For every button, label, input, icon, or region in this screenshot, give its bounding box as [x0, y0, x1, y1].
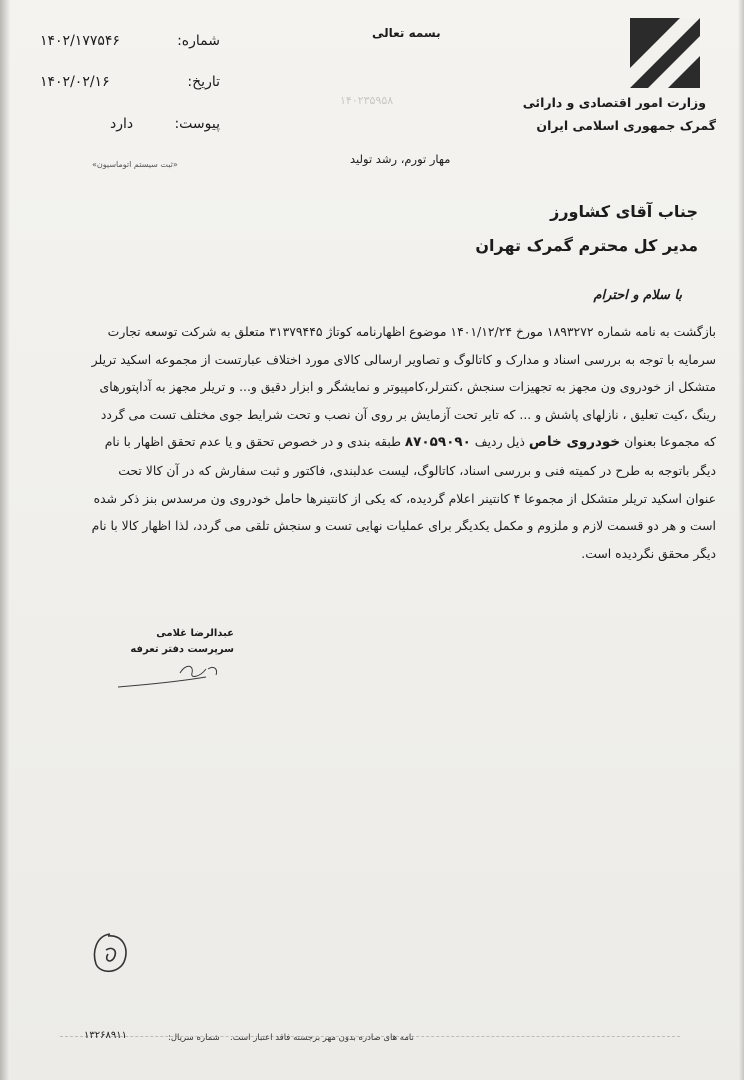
attachment-label: پیوست:	[174, 116, 220, 132]
handwritten-circled-number-icon	[88, 928, 132, 978]
body-line-8: است و هر دو قسمت لازم و ملزوم و مکمل یکدیگر برای عملیات نهایی تست و سنجش تلقی می گردد، لذا اظهار کالا با نام	[91, 518, 716, 534]
date-value: ۱۴۰۲/۰۲/۱۶	[40, 74, 110, 90]
greeting: با سلام و احترام	[593, 288, 682, 303]
ministry-name: وزارت امور اقتصادی و دارائی	[522, 95, 706, 110]
body-line-5-mid: ذیل ردیف	[474, 434, 525, 450]
letter-number	[40, 33, 220, 55]
customs-logo-icon	[626, 14, 704, 92]
body-line-5	[30, 428, 716, 457]
number-label: شماره:	[177, 33, 220, 49]
body-line-9: دیگر محقق نگردیده است.	[581, 545, 716, 561]
body-line-6: دیگر باتوجه به طرح در کمیته فنی و بررسی اسناد، کاتالوگ، لیست عدلبندی، فاکتور و ثبت سفارش که در آن کالا تحت	[118, 462, 716, 478]
page-shadow-right	[738, 0, 744, 1080]
signer-title: سرپرست دفتر تعرفه	[130, 644, 234, 655]
date-label: تاریخ:	[187, 74, 220, 90]
footer-note: نامه های صادره بدون مهر برجسته فاقد اعتبار است.	[230, 1033, 414, 1043]
faded-stamp-number: ۱۴۰۲۳۵۹۵۸	[340, 94, 394, 107]
body-line-1: بازگشت به نامه شماره ۱۸۹۳۲۷۲ مورخ ۱۴۰۱/۱۲/۲۴ موضوع اظهارنامه کوتاژ ۳۱۳۷۹۴۴۵ متعلق به شرکت توسعه تجارت	[107, 324, 716, 339]
signer-name: عبدالرضا غلامی	[156, 628, 234, 639]
letter-attachment	[40, 116, 220, 138]
tariff-code: ۸۷۰۵۹۰۹۰	[404, 434, 471, 451]
body-line-4: رینگ ،کیت تعلیق ، نازلهای پاشش و ... که تایر تحت آزمایش بر روی آن نصب و تحت شرایط جوی مختلف تست می گردد	[100, 406, 716, 422]
number-value: ۱۴۰۲/۱۷۷۵۴۶	[40, 33, 120, 49]
customs-name: گمرک جمهوری اسلامی ایران	[536, 118, 716, 133]
signature-scrawl-icon	[110, 655, 230, 695]
basmala: بسمه تعالی	[372, 26, 441, 40]
recipient-name: جناب آقای کشاورز	[550, 202, 698, 221]
serial-value: ۱۳۲۶۸۹۱۱	[84, 1030, 127, 1041]
body-line-5-pre: که مجموعا بعنوان	[624, 434, 716, 450]
attachment-value: دارد	[110, 116, 134, 132]
letter-body	[30, 318, 716, 567]
body-line-7: عنوان اسکید تریلر متشکل از مجموعا ۴ کانتینر اعلام گردیده، که یکی از کانتینرها حامل خودروی ون مرسدس بنز ذکر شده	[93, 490, 716, 506]
page-shadow-left	[0, 0, 10, 1080]
body-line-2: سرمایه با توجه به بررسی اسناد و مدارک و کاتالوگ و تصاویر ارسالی کالای مورد اختلاف عبارتست از مجموعه اسکید تریلر	[91, 351, 716, 367]
system-note: «ثبت سیستم اتوماسیون»	[92, 160, 178, 169]
body-line-3: متشکل از خودروی ون مجهز به تجهیزات سنجش ،کنترلر،کامپیوتر و نمایشگر و ابزار دقیق و... و تریلر مجهز به آداپتورهای	[99, 379, 716, 395]
serial-label: شماره سریال:	[168, 1033, 220, 1043]
body-line-5-post: طبقه بندی و در خصوص تحقق و یا عدم تحقق اظهار با نام	[104, 434, 401, 450]
slogan-line: مهار تورم، رشد تولید	[350, 152, 451, 166]
recipient-title: مدیر کل محترم گمرک تهران	[475, 236, 698, 255]
letter-date	[40, 74, 220, 96]
special-vehicle-term: خودروی خاص	[528, 434, 621, 451]
